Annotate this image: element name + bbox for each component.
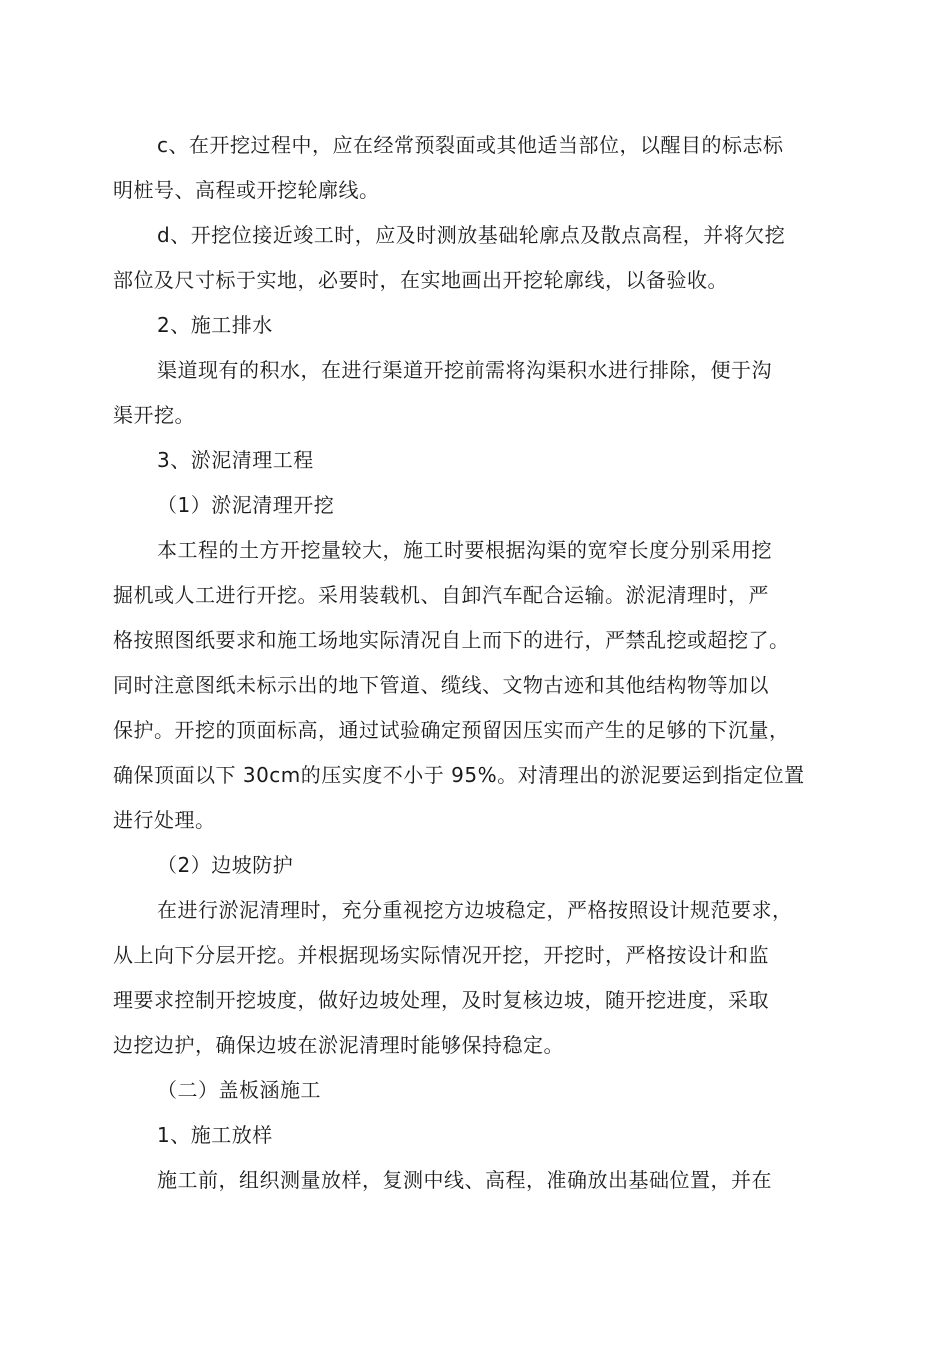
text-line: 本工程的土方开挖量较大，施工时要根据沟渠的宽窄长度分别采用挖: [157, 538, 772, 562]
text-line: 掘机或人工进行开挖。采用装载机、自卸汽车配合运输。淤泥清理时，严: [113, 583, 769, 607]
subsection-heading: （1）淤泥清理开挖: [157, 493, 335, 517]
text-line: 理要求控制开挖坡度，做好边坡处理，及时复核边坡，随开挖进度，采取: [113, 988, 769, 1012]
text-line: 进行处理。: [113, 808, 216, 832]
text-line: c、在开挖过程中，应在经常预裂面或其他适当部位，以醒目的标志标: [157, 133, 784, 157]
text-line: 边挖边护，确保边坡在淤泥清理时能够保持稳定。: [113, 1033, 564, 1057]
text-line: 同时注意图纸未标示出的地下管道、缆线、文物古迹和其他结构物等加以: [113, 673, 769, 697]
text-line: 渠开挖。: [113, 403, 195, 427]
text-line: 渠道现有的积水，在进行渠道开挖前需将沟渠积水进行排除，便于沟: [157, 358, 772, 382]
section-heading: 2、施工排水: [157, 313, 273, 337]
text-line: d、开挖位接近竣工时，应及时测放基础轮廓点及散点高程，并将欠挖: [157, 223, 786, 247]
text-line: 从上向下分层开挖。并根据现场实际情况开挖，开挖时，严格按设计和监: [113, 943, 769, 967]
subsection-heading: （2）边坡防护: [157, 853, 294, 877]
section-heading: 1、施工放样: [157, 1123, 273, 1147]
text-line: 在进行淤泥清理时，充分重视挖方边坡稳定，严格按照设计规范要求，: [157, 898, 793, 922]
text-line: 保护。开挖的顶面标高，通过试验确定预留因压实而产生的足够的下沉量，: [113, 718, 790, 742]
text-line: 部位及尺寸标于实地，必要时，在实地画出开挖轮廓线，以备验收。: [113, 268, 728, 292]
text-line: 格按照图纸要求和施工场地实际清况自上而下的进行，严禁乱挖或超挖了。: [113, 628, 790, 652]
text-line: 明桩号、高程或开挖轮廓线。: [113, 178, 380, 202]
text-line: 确保顶面以下 30cm的压实度不小于 95%。对清理出的淤泥要运到指定位置: [113, 763, 805, 787]
section-heading: （二）盖板涵施工: [157, 1078, 321, 1102]
section-heading: 3、淤泥清理工程: [157, 448, 314, 472]
text-line: 施工前，组织测量放样，复测中线、高程，准确放出基础位置，并在: [157, 1168, 772, 1192]
